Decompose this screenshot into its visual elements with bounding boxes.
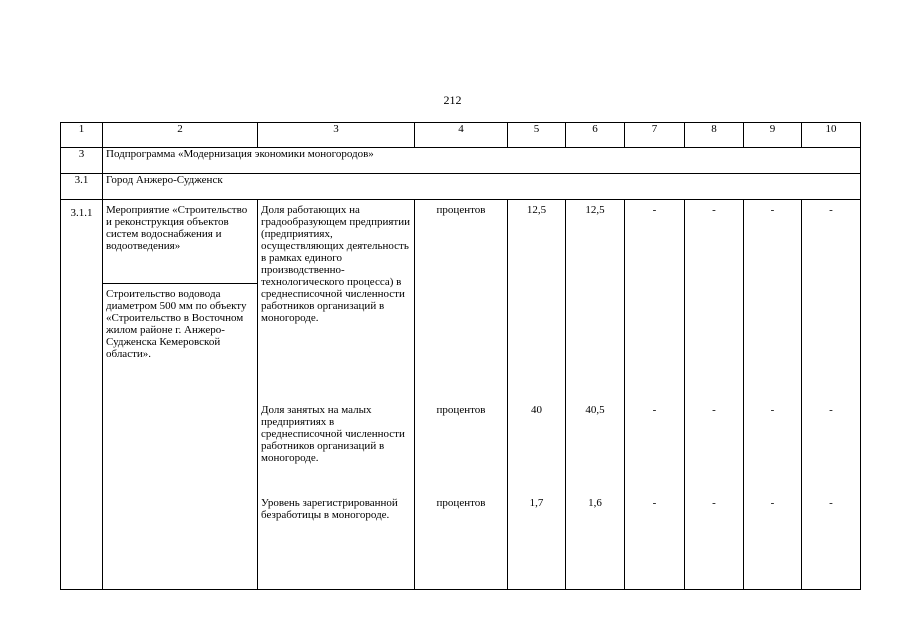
col5-value: 40 [531,404,542,416]
indicator-name: Доля занятых на малых предприятиях в среднесписочной численности работников организаций в моногороде. [261,404,405,464]
col7-cell [625,200,685,590]
col10-value: - [829,404,833,416]
header-cell: 2 [103,123,258,148]
event-number: 3.1.1 [61,200,103,590]
col8-cell [685,200,744,590]
col7-value: - [652,404,657,416]
indicator-name: Доля работающих на градообразующем предприятии (предприятиях, осуществляющих деятельность в рамках единого производственно-технологического процесса) в среднесписочной численности работников организаций в моногороде. [261,204,410,324]
subprogram-title: Подпрограмма «Модернизация экономики моногородов» [103,148,861,174]
page-number: 212 [443,93,462,107]
program-table [60,122,861,590]
header-cell: 10 [802,123,861,148]
indicators-cell [258,200,415,590]
subprogram-row [61,148,861,174]
header-cell: 9 [744,123,802,148]
col7-value: - [652,204,657,216]
col9-value: - [770,404,775,416]
col6-cell [566,200,625,590]
col6-value: 40,5 [585,404,605,416]
col5-cell [508,200,566,590]
col5-value: 1,7 [529,497,544,509]
col10-cell [802,200,861,590]
header-cell: 8 [685,123,744,148]
col7-value: - [652,497,657,509]
header-cell: 5 [508,123,566,148]
city-title: Город Анжеро-Судженск [103,174,861,200]
col6-value: 12,5 [585,204,605,216]
header-cell: 3 [258,123,415,148]
event-cell [103,200,258,590]
event-detail: Строительство водовода диаметром 500 мм по объекту «Строительство в Восточном жилом районе г. Анжеро-Судженска Кемеровской области». [103,283,257,364]
unit-value: процентов [436,404,486,416]
event-row [61,200,861,590]
unit-value: процентов [436,204,486,216]
header-row [61,123,861,148]
header-cell: 6 [566,123,625,148]
col9-value: - [770,497,775,509]
header-cell: 7 [625,123,685,148]
col10-value: - [829,497,833,509]
col8-value: - [712,497,716,509]
city-number: 3.1 [61,174,103,200]
unit-cell [415,200,508,590]
event-title: Мероприятие «Строительство и реконструкция объектов систем водоснабжения и водоотведения» [106,204,248,252]
header-cell: 1 [61,123,103,148]
col6-value: 1,6 [588,497,602,509]
header-cell: 4 [415,123,508,148]
col5-value: 12,5 [526,204,547,216]
col10-value: - [829,204,833,216]
col8-value: - [712,204,716,216]
unit-value: процентов [436,497,486,509]
col9-cell [744,200,802,590]
indicator-name: Уровень зарегистрированной безработицы в моногороде. [261,497,398,521]
subprogram-number: 3 [61,148,103,174]
col9-value: - [770,204,775,216]
city-row [61,174,861,200]
col8-value: - [712,404,716,416]
